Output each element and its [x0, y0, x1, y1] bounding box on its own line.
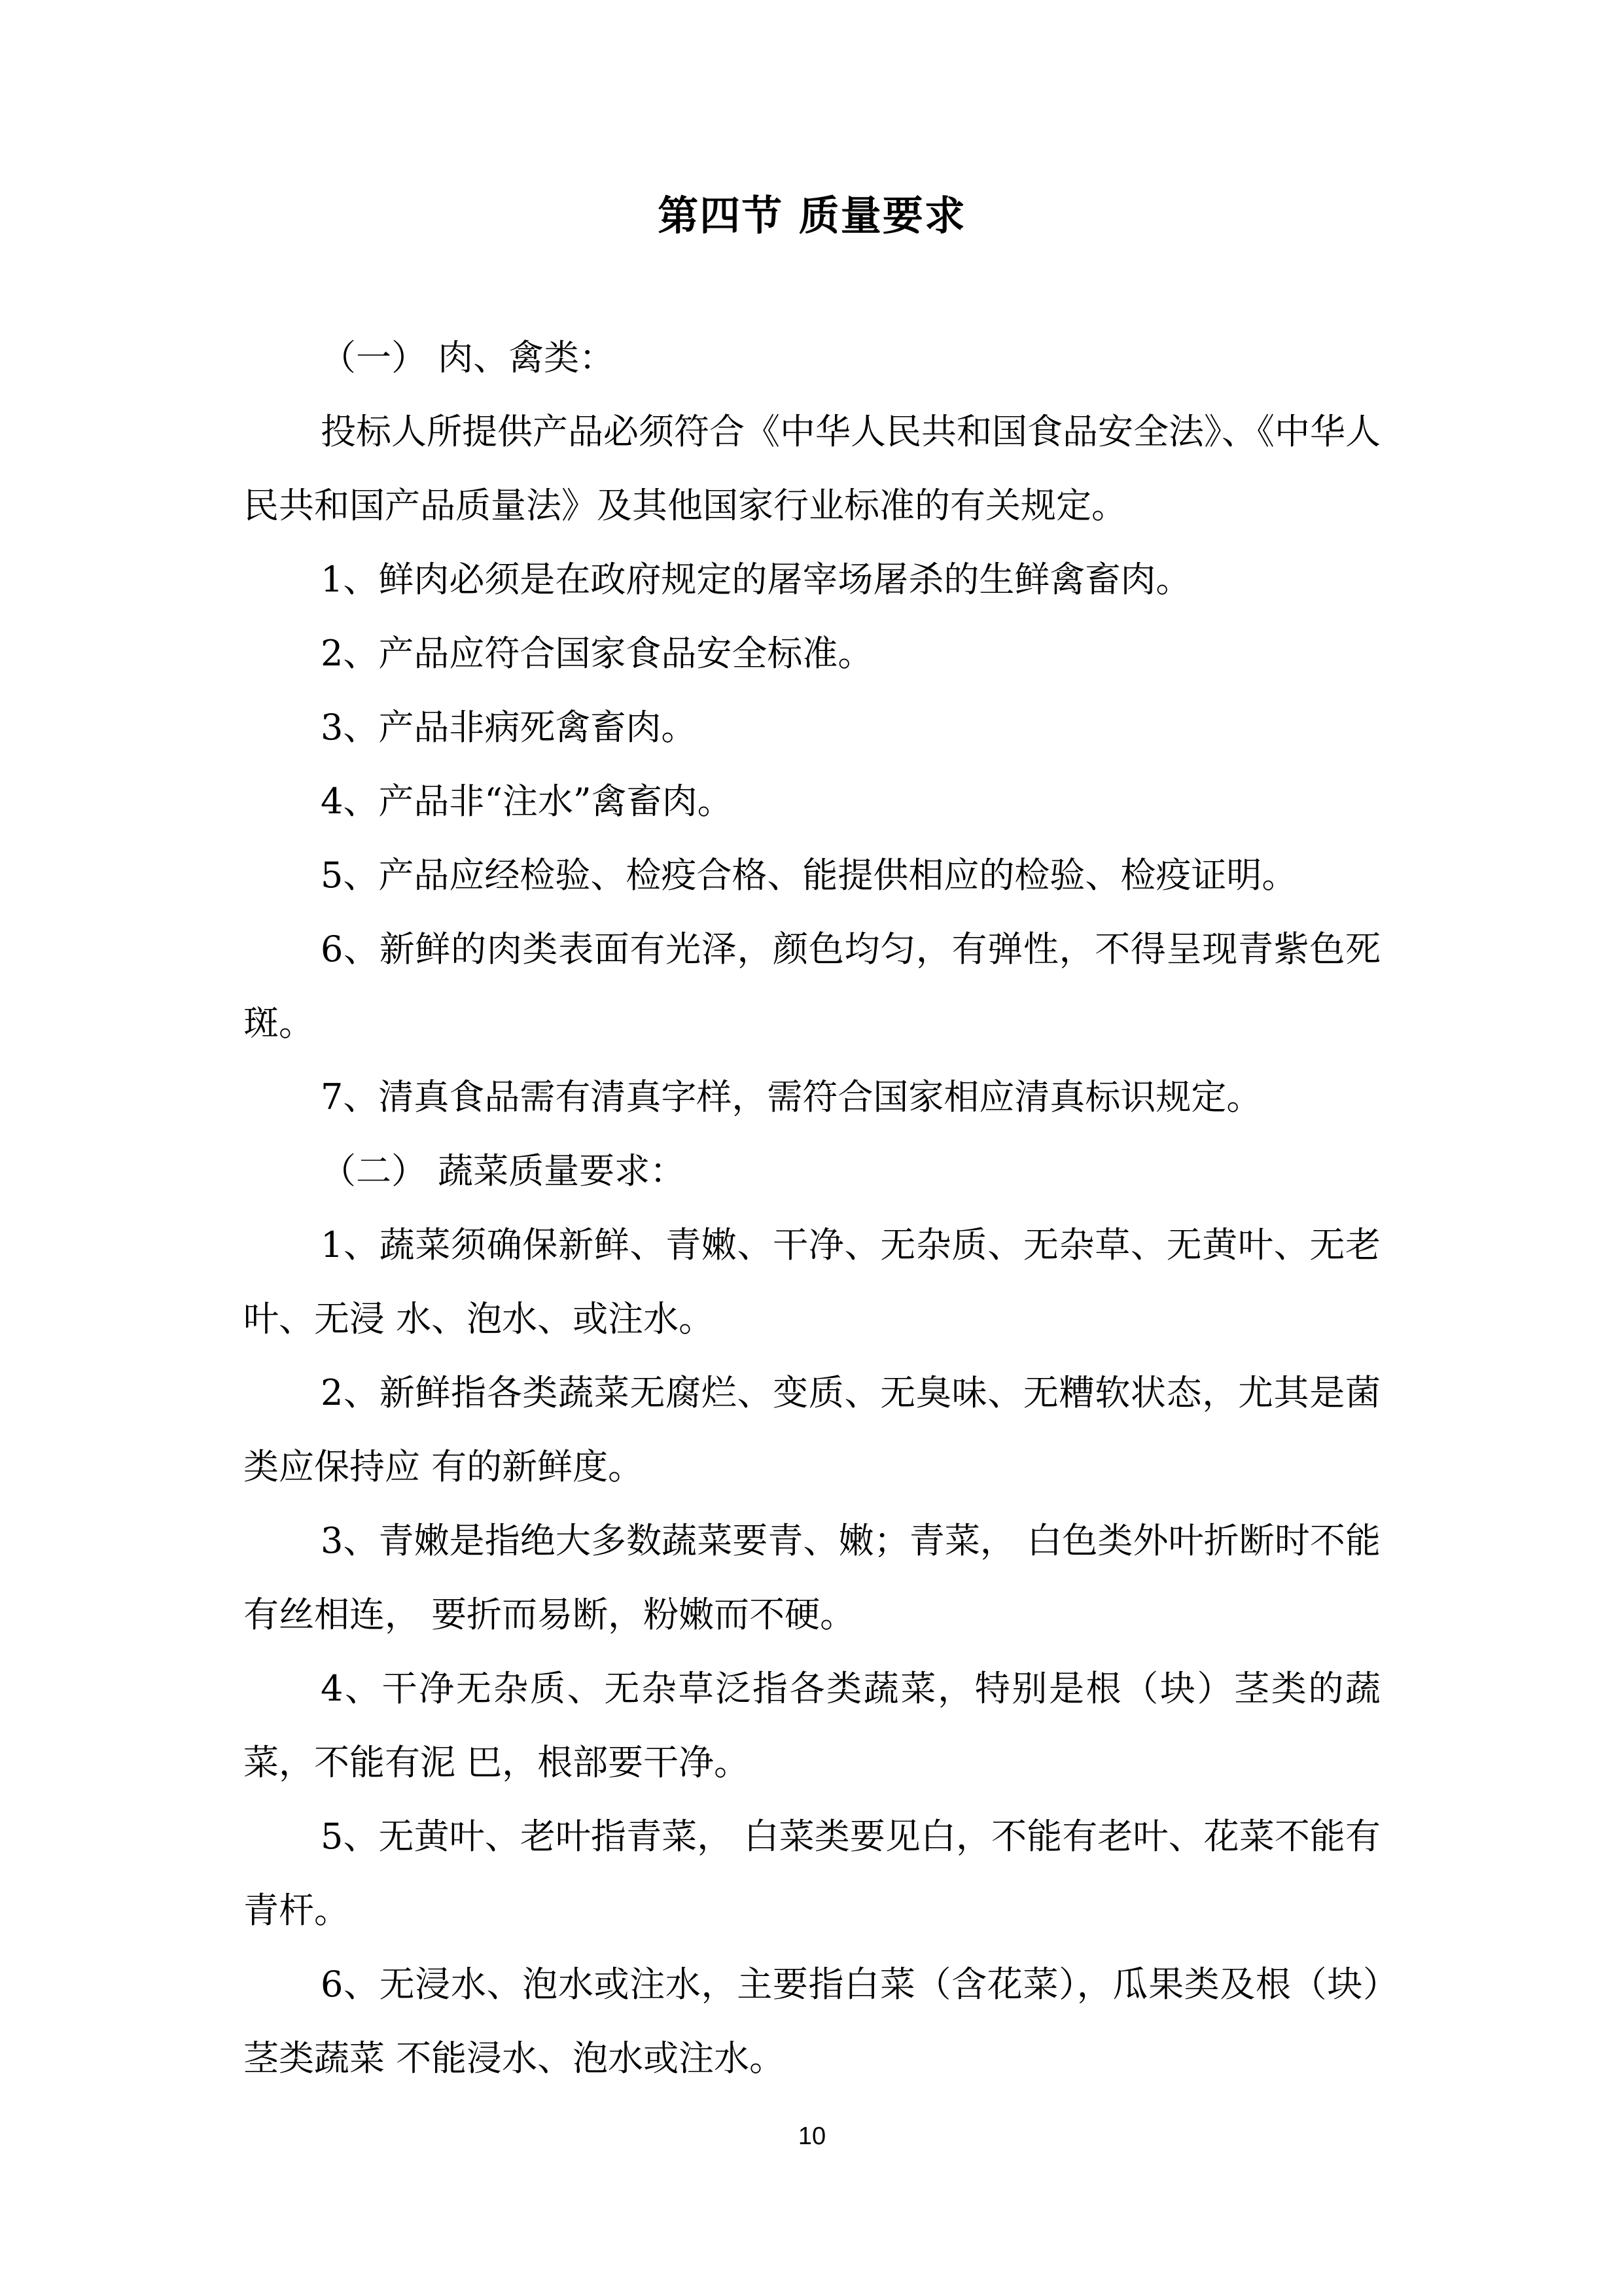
meat-item: 6、新鲜的肉类表面有光泽，颜色均匀，有弹性，不得呈现青紫色死斑。: [243, 928, 1381, 1044]
meat-item: 2、产品应符合国家食品安全标准。: [321, 633, 874, 674]
vegetable-item: 1、蔬菜须确保新鲜、青嫩、干净、无杂质、无杂草、无黄叶、无老叶、无浸 水、泡水、或注水。: [243, 1224, 1381, 1339]
page-number: 10: [798, 2123, 826, 2150]
meat-item: 1、鲜肉必须是在政府规定的屠宰场屠杀的生鲜禽畜肉。: [321, 559, 1192, 600]
meat-item: 5、产品应经检验、检疫合格、能提供相应的检验、检疫证明。: [321, 855, 1297, 896]
page-title: 第四节 质量要求: [658, 192, 966, 239]
meat-item: 7、清真食品需有清真字样，需符合国家相应清真标识规定。: [321, 1076, 1262, 1118]
meat-item: 4、产品非“注水”禽畜肉。: [321, 781, 733, 822]
section-heading-vegetables: （二） 蔬菜质量要求：: [321, 1150, 686, 1192]
vegetable-item: 3、青嫩是指绝大多数蔬菜要青、嫩；青菜， 白色类外叶折断时不能有丝相连， 要折而易断，粉嫩而不硬。: [243, 1520, 1381, 1635]
section-intro-paragraph: 投标人所提供产品必须符合《中华人民共和国食品安全法》、《中华人民共和国产品质量法》及其他国家行业标准的有关规定。: [243, 411, 1381, 526]
vegetable-item: 2、新鲜指各类蔬菜无腐烂、变质、无臭味、无糟软状态，尤其是菌类应保持应 有的新鲜度。: [243, 1372, 1381, 1487]
meat-item: 3、产品非病死禽畜肉。: [321, 707, 697, 748]
section-heading-meat-poultry: （一） 肉、禽类：: [321, 337, 615, 378]
vegetable-item: 5、无黄叶、老叶指青菜， 白菜类要见白，不能有老叶、花菜不能有青杆。: [243, 1816, 1381, 1931]
document-body: [243, 321, 1381, 2095]
vegetable-item: 4、干净无杂质、无杂草泛指各类蔬菜，特别是根（块）茎类的蔬菜，不能有泥 巴，根部要干净。: [243, 1668, 1381, 1783]
vegetable-item: 6、无浸水、泡水或注水，主要指白菜（含花菜），瓜果类及根（块）茎类蔬菜 不能浸水、泡水或注水。: [243, 1964, 1381, 2079]
